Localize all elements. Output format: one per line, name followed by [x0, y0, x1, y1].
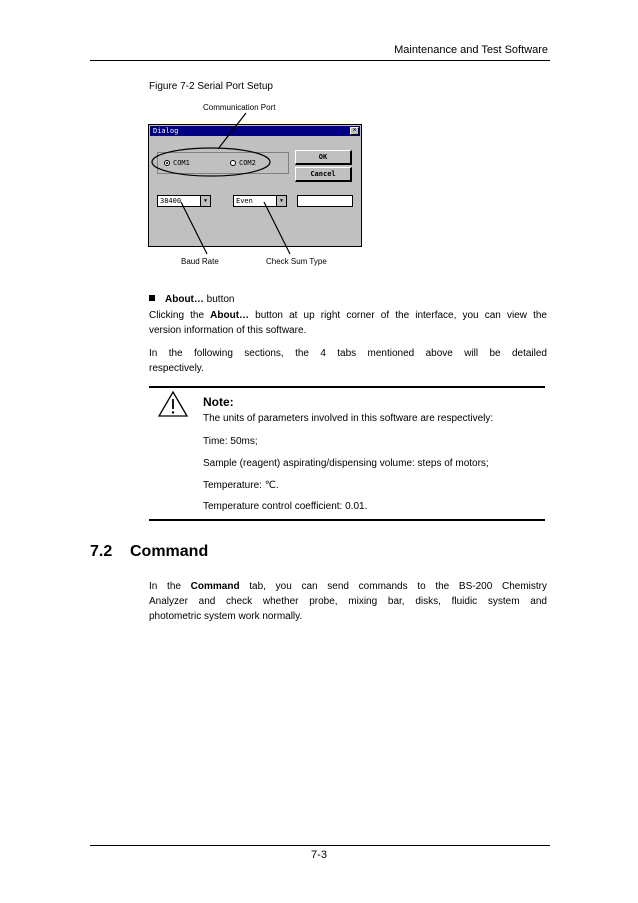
section-heading [90, 543, 208, 561]
baud-rate-leader [181, 202, 207, 254]
running-header: Maintenance and Test Software [394, 44, 548, 56]
cancel-button[interactable]: Cancel [295, 167, 352, 182]
command-para-bold: Command [190, 581, 240, 592]
about-paragraph-line1 [149, 308, 547, 323]
note-top-rule [149, 386, 545, 388]
dialog-title: Dialog [153, 127, 179, 135]
note-line: The units of parameters involved in this software are respectively: [203, 413, 494, 424]
about-bullet-bold: About… [165, 294, 204, 305]
about-bullet-rest: button [203, 294, 235, 305]
command-paragraph-line2: Analyzer and check whether probe, mixing bar, disks, fluidic system and [149, 596, 547, 607]
ok-button[interactable]: OK [295, 150, 352, 165]
radio-com1-label: COM1 [173, 159, 190, 167]
figure-caption: Figure 7-2 Serial Port Setup [149, 81, 273, 92]
check-sum-value: Even [236, 197, 253, 205]
command-paragraph-line3: photometric system work normally. [149, 611, 303, 622]
callout-baud-rate: Baud Rate [181, 257, 219, 266]
section-title: Command [130, 543, 209, 560]
following-paragraph-line2: respectively. [149, 363, 204, 374]
note-bottom-rule [149, 519, 545, 521]
command-para-start: In the [149, 581, 191, 592]
note-line: Temperature: ℃. [203, 480, 279, 491]
command-para-end: tab, you can send commands to the BS-200 Chemistry [239, 581, 547, 592]
warning-icon [157, 390, 189, 418]
port-highlight-ellipse [152, 148, 270, 176]
baud-rate-value: 38400 [160, 197, 182, 205]
close-icon: × [352, 127, 357, 134]
about-para-bold: About… [210, 310, 250, 321]
radio-com2-label: COM2 [239, 159, 256, 167]
check-sum-leader [264, 202, 290, 254]
square-bullet-icon [149, 295, 155, 301]
dropdown-arrow-icon[interactable]: ▼ [276, 196, 286, 206]
communication-port-leader [218, 113, 246, 149]
note-line: Time: 50ms; [203, 436, 258, 447]
footer-divider [90, 845, 550, 846]
about-para-end: button at up right corner of the interface, you can view the [249, 310, 547, 321]
callout-check-sum-type: Check Sum Type [266, 257, 327, 266]
about-bullet [149, 292, 234, 307]
page-number: 7-3 [311, 849, 327, 861]
following-paragraph-line1: In the following sections, the 4 tabs mentioned above will be detailed [149, 348, 547, 359]
note-title: Note: [203, 395, 234, 409]
about-para-start: Clicking the [149, 310, 211, 321]
about-paragraph-line2: version information of this software. [149, 325, 307, 336]
command-paragraph-line1 [149, 579, 547, 594]
note-line: Temperature control coefficient: 0.01. [203, 501, 368, 512]
section-number: 7.2 [90, 543, 113, 560]
callout-communication-port: Communication Port [203, 103, 276, 112]
note-line: Sample (reagent) aspirating/dispensing volume: steps of motors; [203, 458, 489, 469]
dropdown-arrow-icon[interactable]: ▼ [200, 196, 210, 206]
